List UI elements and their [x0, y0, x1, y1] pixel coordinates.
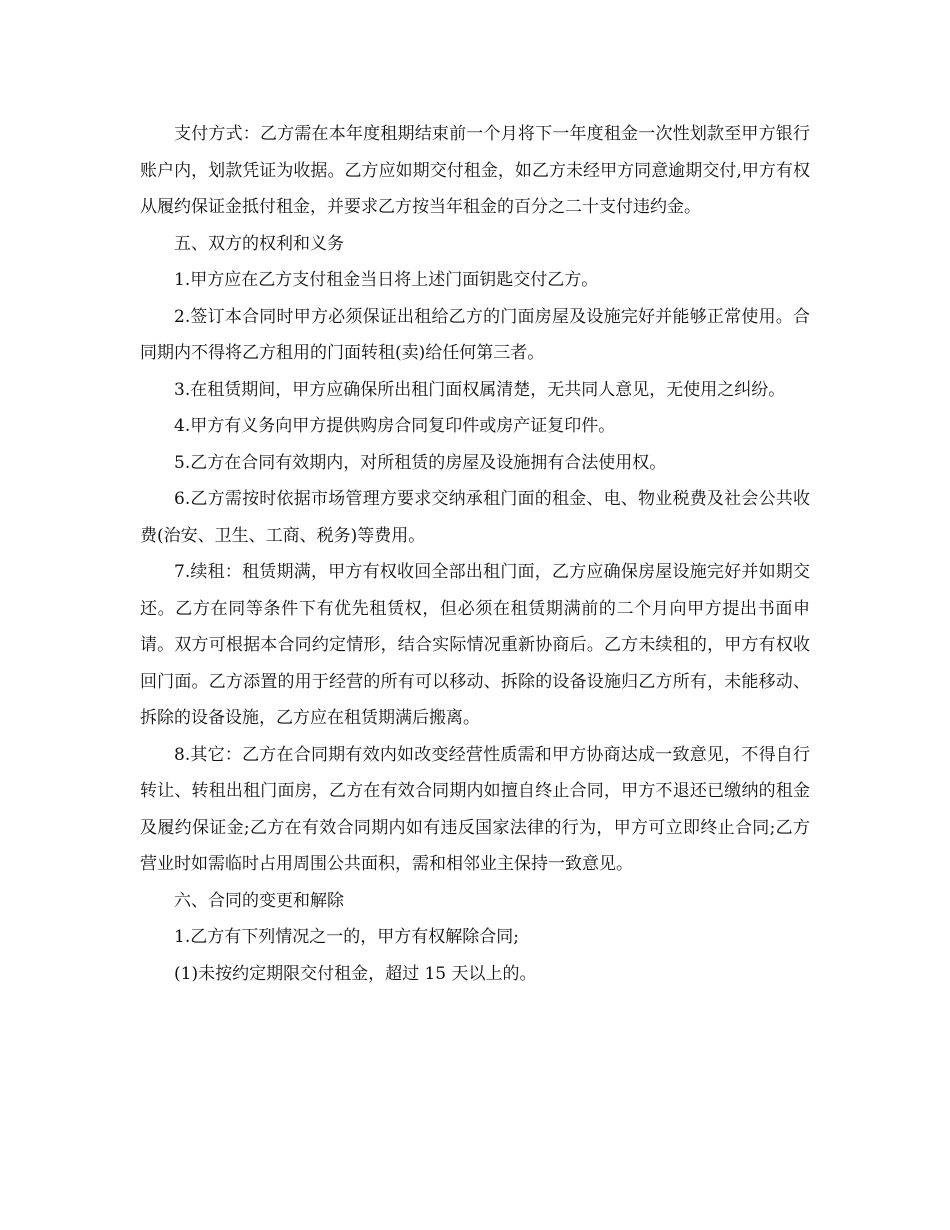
paragraph-payment-method: 支付方式：乙方需在本年度租期结束前一个月将下一年度租金一次性划款至甲方银行账户内，划款凭证为收据。乙方应如期交付租金，如乙方未经甲方同意逾期交付,甲方有权从履约保证金抵付租金，并要求乙方按当年租金的百分之二十支付违约金。: [140, 124, 810, 217]
clause-5-5: 5.乙方在合同有效期内，对所租赁的房屋及设施拥有合法使用权。: [174, 452, 667, 473]
section-heading-rights-obligations: 五、双方的权利和义务: [174, 233, 344, 254]
clause-5-7-renewal: 7.续租：租赁期满，甲方有权收回全部出租门面，乙方应确保房屋设施完好并如期交还。乙方在同等条件下有优先租赁权，但必须在租赁期满前的二个月向甲方提出书面申请。双方可根据本合同约定情形，结合实际情况重新协商后。乙方未续租的，甲方有权收回门面。乙方添置的用于经营的所有可以移动、拆除的设备设施归乙方所有，未能移动、拆除的设备设施，乙方应在租赁期满后搬离。: [140, 562, 810, 728]
clause-5-8-other: 8.其它：乙方在合同期有效内如改变经营性质需和甲方协商达成一致意见，不得自行转让、转租出租门面房，乙方在有效合同期内如擅自终止合同，甲方不退还已缴纳的租金及履约保证金;乙方在有效合同期内如有违反国家法律的行为，甲方可立即终止合同;乙方营业时如需临时占用周围公共面积，需和相邻业主保持一致意见。: [140, 744, 810, 874]
clause-5-1: 1.甲方应在乙方支付租金当日将上述门面钥匙交付乙方。: [174, 270, 599, 290]
clause-6-1-item-1: (1)未按约定期限交付租金，超过 15 天以上的。: [174, 963, 537, 984]
clause-6-1: 1.乙方有下列情况之一的，甲方有权解除合同;: [174, 927, 519, 947]
clause-5-2: 2.签订本合同时甲方必须保证出租给乙方的门面房屋及设施完好并能够正常使用。合同期内不得将乙方租用的门面转租(卖)给任何第三者。: [140, 306, 810, 363]
document-body: [140, 116, 810, 992]
section-heading-change-termination: 六、合同的变更和解除: [174, 890, 344, 911]
clause-5-3: 3.在租赁期间，甲方应确保所出租门面权属清楚，无共同人意见，无使用之纠纷。: [174, 379, 786, 400]
clause-5-4: 4.甲方有义务向甲方提供购房合同复印件或房产证复印件。: [174, 416, 616, 436]
clause-5-6: 6.乙方需按时依据市场管理方要求交纳承租门面的租金、电、物业税费及社会公共收费(治安、卫生、工商、税务)等费用。: [140, 489, 810, 546]
